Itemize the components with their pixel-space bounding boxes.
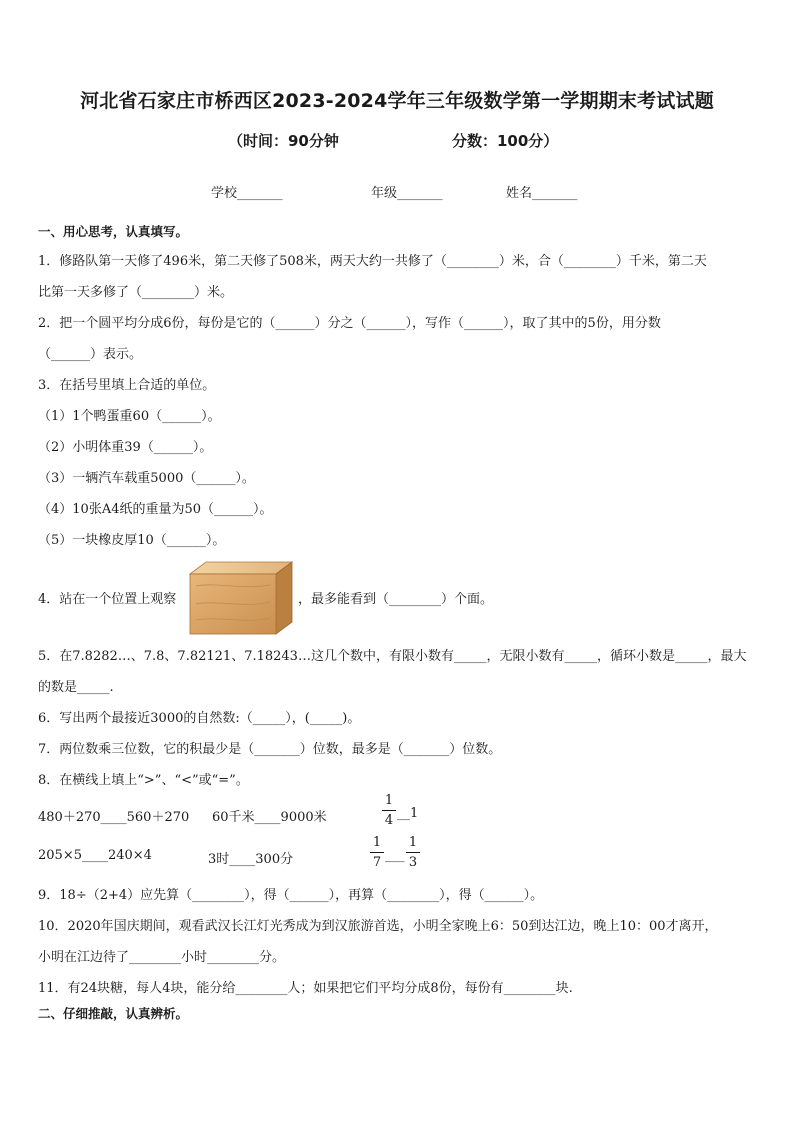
question-3-item-4: （4）10张A4纸的重量为50（______）。 bbox=[38, 502, 273, 517]
school-field: 学校_______ bbox=[211, 186, 283, 201]
exam-title: 河北省石家庄市桥西区2023-2024学年三年级数学第一学期期末考试试题 bbox=[80, 90, 714, 112]
question-2-line-1: 2．把一个圆平均分成6份，每份是它的（______）分之（______），写作（______），取了其中的5份，用分数 bbox=[38, 316, 661, 331]
question-7: 7．两位数乘三位数，它的积最少是（_______）位数，最多是（_______）位数。 bbox=[38, 742, 502, 757]
fraction-numerator: 1 bbox=[408, 835, 418, 850]
question-3-item-5: （5）一块橡皮厚10（______）。 bbox=[38, 533, 226, 548]
question-10-line-1: 10．2020年国庆期间，观看武汉长江灯光秀成为到汉旅游首选，小明全家晚上6：50到达江边，晚上10：00才离开， bbox=[38, 919, 718, 934]
fraction-denominator: 4 bbox=[384, 813, 394, 828]
grade-field: 年级_______ bbox=[371, 186, 443, 201]
question-5-line-1: 5．在7.8282…、7.8、7.82121、7.18243…这几个数中，有限小数有_____，无限小数有_____，循环小数是_____，最大 bbox=[38, 649, 747, 664]
question-3-item-1: （1）1个鸭蛋重60（______）。 bbox=[38, 409, 221, 424]
question-8-stem: 8．在横线上填上“>”、“<”或“=”。 bbox=[38, 773, 249, 788]
question-5-line-2: 的数是_____. bbox=[38, 680, 114, 695]
question-4-before: 4．站在一个位置上观察 bbox=[38, 592, 177, 607]
question-6: 6．写出两个最接近3000的自然数:（_____），(_____)。 bbox=[38, 711, 361, 726]
compare-2: 60千米____9000米 bbox=[212, 810, 327, 825]
section-2-heading: 二、仔细推敲，认真辨析。 bbox=[38, 1006, 189, 1021]
fraction-denominator: 7 bbox=[372, 855, 382, 870]
compare-3-tail: __1 bbox=[397, 806, 419, 821]
question-2-line-2: （______）表示。 bbox=[38, 347, 143, 362]
exam-score: 分数：100分） bbox=[452, 132, 559, 150]
fraction-one-quarter bbox=[382, 794, 396, 827]
fraction-denominator: 3 bbox=[408, 855, 418, 870]
question-3-item-3: （3）一辆汽车载重5000（______）。 bbox=[38, 471, 255, 486]
fraction-numerator: 1 bbox=[384, 793, 394, 808]
question-1-line-1: 1．修路队第一天修了496米，第二天修了508米，两天大约一共修了（________）米，合（________）千米，第二天 bbox=[38, 254, 707, 269]
question-3-item-2: （2）小明体重39（______）。 bbox=[38, 440, 213, 455]
question-10-line-2: 小明在江边待了________小时________分。 bbox=[38, 950, 286, 965]
question-9: 9．18÷（2+4）应先算（________），得（______），再算（________），得（______）。 bbox=[38, 888, 544, 903]
fraction-one-third bbox=[406, 836, 420, 869]
name-field: 姓名_______ bbox=[506, 186, 578, 201]
fraction-numerator: 1 bbox=[372, 835, 382, 850]
question-11: 11．有24块糖，每人4块，能分给________人；如果把它们平均分成8份，每份有________块. bbox=[38, 981, 573, 996]
fraction-one-seventh bbox=[370, 836, 384, 869]
compare-1: 480＋270____560＋270 bbox=[38, 810, 190, 825]
section-1-heading: 一、用心思考，认真填写。 bbox=[38, 224, 189, 239]
compare-6-blank: ___ bbox=[385, 848, 405, 863]
question-3-stem: 3．在括号里填上合适的单位。 bbox=[38, 378, 216, 393]
question-1-line-2: 比第一天多修了（________）米。 bbox=[38, 285, 234, 300]
exam-time: （时间：90分钟 bbox=[228, 132, 339, 150]
compare-4: 205×5____240×4 bbox=[38, 848, 152, 863]
question-4-after: ，最多能看到（________）个面。 bbox=[298, 592, 494, 607]
wooden-box-image bbox=[188, 560, 294, 636]
compare-5: 3时____300分 bbox=[208, 852, 294, 867]
